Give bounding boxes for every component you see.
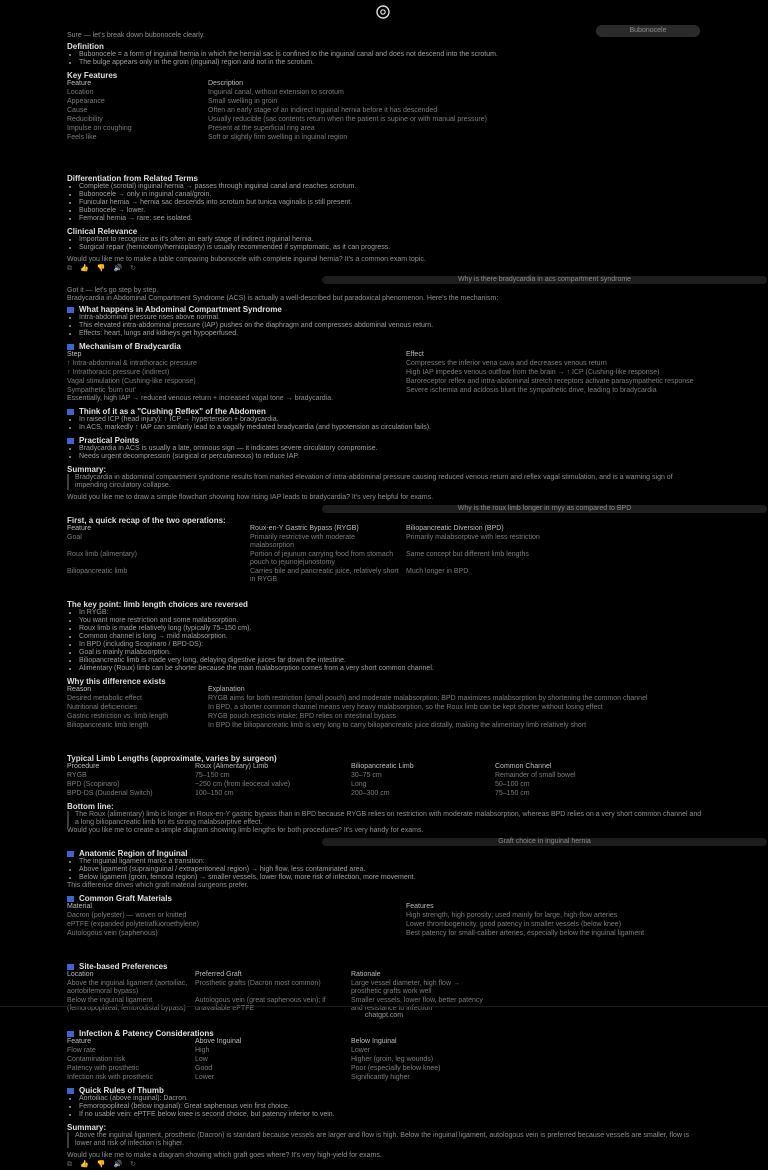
table-cell: Cause	[67, 107, 88, 114]
table-cell: Location	[67, 89, 94, 96]
bypass-why-title: Why this difference exists	[67, 677, 166, 686]
table-cell: Best patency for small-caliber arteries, especially below the inguinal ligament	[406, 930, 645, 937]
table-cell: RYGB aims for both restriction (small pouch) and moderate malabsorption; BPD maximizes malabsorption by shortening the common channel	[208, 695, 648, 702]
diff-title: Differentiation from Related Terms	[67, 174, 198, 183]
copy-icon[interactable]: ⧉	[67, 265, 72, 272]
table-header: Biliopancreatic Diversion (BPD)	[406, 525, 504, 532]
brady-h1: What happens in Abdominal Compartment Syndrome	[67, 305, 703, 314]
table-header: Location	[67, 971, 94, 978]
table-cell: Long	[351, 781, 367, 788]
brady-h2: Mechanism of Bradycardia	[67, 342, 703, 351]
diff-list	[67, 183, 703, 223]
table-header: Effect	[406, 351, 424, 358]
table-cell: RYGB	[67, 772, 87, 779]
thumbs-up-icon[interactable]: 👍	[80, 1161, 89, 1168]
brady-list3	[67, 416, 703, 432]
table-cell: Above the inguinal ligament (aortoiliac, aortobifemoral bypass)	[67, 980, 188, 995]
table-cell: Patency with prosthetic	[67, 1065, 139, 1072]
clinical-title: Clinical Relevance	[67, 227, 138, 236]
table-cell: Compresses the inferior vena cava and decreases venous return	[406, 360, 607, 367]
typical-table	[67, 763, 703, 798]
table-cell: 200–300 cm	[351, 790, 390, 797]
graft-list5	[67, 1095, 703, 1119]
list-item: • Femoral hernia → rare; see isolated.	[79, 215, 703, 223]
table-header: Feature	[67, 525, 92, 532]
table-cell: Sympathetic 'burn out'	[67, 387, 136, 394]
table-cell: Primarily restrictive with moderate malabsorption	[250, 534, 356, 549]
list-item: • Femoropopliteal (below inguinal): Great saphenous vein first choice.	[79, 1103, 703, 1111]
thumbs-down-icon[interactable]: 👎	[96, 265, 106, 272]
brady-list1	[67, 314, 703, 338]
list-item: • Surgical repair (herniotomy/hernioplasty) is usually recommended if symptomatic, as it can progress.	[79, 244, 703, 252]
table-header: Material	[67, 903, 92, 910]
graft-note: This difference drives which graft material surgeons prefer.	[67, 882, 249, 889]
brady-intro: Got it — let's go step by step.	[67, 287, 159, 294]
thumbs-up-icon[interactable]: 👍	[80, 265, 89, 272]
number-badge-icon	[67, 409, 74, 415]
graft-tail: Would you like me to make a diagram showing which graft goes where? It's very high-yield for exams.	[67, 1152, 382, 1159]
list-item: • Needs urgent decompression (surgical or percutaneous) to reduce IAP.	[79, 453, 703, 461]
number-badge-icon	[67, 851, 74, 857]
bottom-title: Bottom line:	[67, 802, 114, 811]
table-cell: ePTFE (expanded polytetrafluoroethylene)	[67, 921, 199, 928]
table-header: Reason	[67, 686, 92, 693]
table-cell: High IAP impedes venous outflow from the brain → ↑ ICP (Cushing-like response)	[406, 369, 660, 376]
table-header: Below Inguinal	[351, 1038, 397, 1045]
list-item: • Bradycardia in ACS is usually a late, ominous sign — it indicates severe circulatory compromise.	[79, 445, 703, 453]
table-cell: 100–150 cm	[195, 790, 234, 797]
table-cell: High	[195, 1047, 210, 1054]
table-cell: Carries bile and pancreatic juice, relatively short in RYGB	[250, 568, 399, 583]
number-badge-icon	[67, 1088, 74, 1094]
table-header: Above Inguinal	[195, 1038, 242, 1045]
brady-h4: Practical Points	[67, 436, 703, 445]
table-cell: Poor (especially below knee)	[351, 1065, 441, 1072]
table-cell: Same concept but different limb lengths	[406, 551, 529, 558]
table-header: Preferred Graft	[195, 971, 242, 978]
table-cell: Gastric restriction vs. limb length	[67, 713, 169, 720]
bypass-key-title: The key point: limb length choices are reversed	[67, 600, 248, 609]
table-cell: Usually reducible (sac contents return when the patient is supine or with manual pressure)	[208, 116, 487, 123]
definition-item: • Bubonocele = a form of inguinal hernia in which the hernial sac is confined to the inguinal canal and does not descend into the scrotum.	[79, 51, 703, 59]
list-item: • Bubonocele → only in inguinal canal/groin.	[79, 191, 703, 199]
table-cell: Inguinal canal, without extension to scrotum	[208, 89, 344, 96]
table-cell: Reducibility	[67, 116, 103, 123]
ip-table	[67, 1038, 703, 1082]
chat-content	[67, 32, 703, 1170]
table-cell: Good	[195, 1065, 213, 1072]
brady-essential: Essentially, high IAP → reduced venous return + increased vagal tone → bradycardia.	[67, 395, 334, 402]
clinical-tail: Would you like me to make a table comparing bubonocele with complete inguinal hernia? It's a common exam topic.	[67, 256, 426, 263]
table-header: Step	[67, 351, 82, 358]
table-cell	[250, 369, 400, 377]
table-cell: Biliopancreatic limb length	[67, 722, 149, 729]
typical-title: Typical Limb Lengths (approximate, varies by surgeon)	[67, 754, 277, 763]
speaker-icon[interactable]: 🔊	[113, 265, 123, 272]
table-cell: Significantly higher	[351, 1074, 410, 1081]
intro-text: Sure — let's break down bubonocele clearly.	[67, 32, 205, 39]
graft-summary-title: Summary:	[67, 1123, 107, 1132]
table-cell: Autologous vein (saphenous)	[67, 930, 158, 937]
list-item: • Alimentary (Roux) limb can be shorter because the main malabsorption comes from a very short common channel.	[79, 665, 703, 673]
table-cell: Dacron (polyester) — woven or knitted	[67, 912, 187, 919]
table-cell: Prosthetic grafts (Dacron most common)	[195, 980, 321, 987]
list-item: • Effects: heart, lungs and kidneys get hypoperfused.	[79, 330, 703, 338]
copy-icon[interactable]: ⧉	[67, 1161, 72, 1168]
number-badge-icon	[67, 307, 74, 313]
table-cell: Much longer in BPD	[406, 568, 469, 575]
bypass-key-list	[67, 609, 703, 673]
list-item: • Above ligament (suprainguinal / extraperitoneal region) → high flow, less contaminated area.	[79, 866, 703, 874]
table-cell: Small swelling in groin	[208, 98, 278, 105]
table-cell: Appearance	[67, 98, 105, 105]
table-cell: Lower	[195, 1074, 215, 1081]
brady-list4	[67, 445, 703, 461]
table-cell: Present at the superficial ring area	[208, 125, 315, 132]
user-message-roux[interactable]: Why is the roux limb longer in rnyy as compared to BPD	[322, 505, 767, 513]
table-cell: In BPD the biliopancreatic limb is very long to carry biliopancreatic juice distally, making the alimentary limb relatively short	[208, 722, 587, 729]
table-cell: Soft or slightly firm swelling in inguinal region	[208, 134, 348, 141]
graft-h4: Infection & Patency Considerations	[67, 1029, 703, 1038]
table-cell: Portion of jejunum carrying food from stomach pouch to jejunojejunostomy	[250, 551, 394, 566]
table-cell: ↑ Intra-abdominal & intrathoracic pressure	[67, 360, 197, 367]
number-badge-icon	[67, 896, 74, 902]
table-header: Procedure	[67, 763, 100, 770]
table-cell: Severe ischemia and acidosis blunt the sympathetic drive, leading to bradycardia	[406, 387, 657, 394]
table-header: Feature	[67, 80, 92, 87]
definition-list	[67, 51, 703, 67]
table-cell: 30–75 cm	[351, 772, 382, 779]
graft-table	[67, 903, 703, 938]
table-cell: Remainder of small bowel	[495, 772, 576, 779]
table-cell	[250, 387, 400, 395]
table-header: Rationale	[351, 971, 381, 978]
table-cell: BPD (Scopinaro)	[67, 781, 120, 788]
list-item: • Biliopancreatic limb is made very long, delaying digestive juices far down the intestine.	[79, 657, 703, 665]
list-item: • Important to recognize as it's often an early stage of indirect inguinal hernia.	[79, 236, 703, 244]
table-cell: Flow rate	[67, 1047, 96, 1054]
bottom-line: The Roux (alimentary) limb is longer in Roux-en-Y gastric bypass than in BPD because RYGB relies on restriction with moderate malabsorption, whereas BPD relies on a very short common channel and a long biliopancreatic limb for its strong malabsorptive effect.	[67, 811, 703, 827]
graft-h2: Common Graft Materials	[67, 894, 703, 903]
table-cell: 75–150 cm	[495, 790, 530, 797]
thumbs-down-icon[interactable]: 👎	[96, 1161, 106, 1168]
table-cell: Impulse on coughing	[67, 125, 132, 132]
table-cell: Baroreceptor reflex and intra-abdominal stretch receptors activate parasympathetic response	[406, 378, 694, 385]
list-item: • Roux limb is made relatively long (typically 75–150 cm).	[79, 625, 703, 633]
definition-item: • The bulge appears only in the groin (inguinal) region and not in the scrotum.	[79, 59, 703, 67]
clinical-list	[67, 236, 703, 252]
table-header: Features	[406, 903, 434, 910]
graft-summary: Above the inguinal ligament, prosthetic (Dacron) is standard because vessels are larger and flow is high. Below the inguinal ligament, autologous vein is preferred because vessels are smaller, flow is lower and risk of infection is higher.	[67, 1132, 703, 1148]
table-header: Common Channel	[495, 763, 552, 770]
table-cell: Nutritional deficiencies	[67, 704, 138, 711]
bottom-tail: Would you like me to create a simple diagram showing limb lengths for both procedures? It's very handy for exams.	[67, 827, 424, 834]
table-header: Explanation	[208, 686, 245, 693]
list-item: • This elevated intra-abdominal pressure (IAP) pushes on the diaphragm and compresses abdominal venous return.	[79, 322, 703, 330]
list-item: • Bubonocele → lower.	[79, 207, 703, 215]
list-item: • Complete (scrotal) inguinal hernia → passes through inguinal canal and reaches scrotum.	[79, 183, 703, 191]
list-item: • In BPD (including Scopinaro / BPD-DS):	[79, 641, 703, 649]
table-header: Roux-en-Y Gastric Bypass (RYGB)	[250, 525, 359, 532]
openai-logo	[360, 5, 406, 19]
table-cell: RYGB pouch restricts intake; BPD relies on intestinal bypass	[208, 713, 397, 720]
list-item: • Below ligament (groin, femoral region) → smaller vessels, lower flow, more risk of infection, more movement.	[79, 874, 703, 882]
brady-tail: Would you like me to draw a simple flowchart showing how rising IAP leads to bradycardia? It's very helpful for exams.	[67, 494, 434, 501]
footer-url: chatgpt.com	[364, 1012, 404, 1019]
table-cell: Higher (groin, leg wounds)	[351, 1056, 434, 1063]
table-cell: Contamination risk	[67, 1056, 125, 1063]
brady-summary: Bradycardia in abdominal compartment syndrome results from marked elevation of intra-abdominal pressure causing reduced venous return and reflex vagal stimulation, and is a warning sign of impending circulatory collapse.	[67, 474, 703, 490]
speaker-icon[interactable]: 🔊	[113, 1161, 123, 1168]
list-item: • If no usable vein: ePTFE below knee is second choice, but patency inferior to vein.	[79, 1111, 703, 1119]
table-cell: ↑ Intrathoracic pressure (indirect)	[67, 369, 170, 376]
list-item: • In RYGB:	[79, 609, 703, 617]
list-item: • Common channel is long → mild malabsorption.	[79, 633, 703, 641]
table-cell: High strength, high porosity; used mainly for large, high-flow arteries	[406, 912, 618, 919]
table-cell: 75–150 cm	[195, 772, 230, 779]
table-cell: Lower thrombogenicity, good patency in smaller vessels (below knee)	[406, 921, 622, 928]
graft-h3: Site-based Preferences	[67, 962, 703, 971]
table-cell: Smaller vessels, lower flow, better patency and resistance to infection	[351, 997, 483, 1012]
table-header: Biliopancreatic Limb	[351, 763, 414, 770]
table-cell: Often an early stage of an indirect inguinal hernia before it has descended	[208, 107, 438, 114]
table-header: Description	[208, 80, 244, 87]
table-cell	[250, 360, 400, 368]
graft-h1: Anatomic Region of Inguinal	[67, 849, 703, 858]
list-item: • Aortoiliac (above inguinal): Dacron.	[79, 1095, 703, 1103]
table-header	[250, 351, 400, 359]
table-cell: Lower	[351, 1047, 371, 1054]
message-actions	[67, 265, 703, 273]
regenerate-icon[interactable]: ↻	[130, 265, 137, 272]
table-cell: Goal	[67, 534, 82, 541]
table-cell: Biliopancreatic limb	[67, 568, 128, 575]
bypass-intro: First, a quick recap of the two operations:	[67, 516, 226, 525]
table-cell: Large vessel diameter, high flow → prosthetic grafts work well	[351, 980, 460, 995]
number-badge-icon	[67, 1031, 74, 1037]
number-badge-icon	[67, 344, 74, 350]
bypass-table	[67, 525, 703, 584]
table-cell: Low	[195, 1056, 208, 1063]
message-actions	[67, 1161, 703, 1169]
key-features-title: Key Features	[67, 71, 118, 80]
table-cell: In BPD, a shorter common channel means very heavy malabsorption, so the Roux limb can be kept shorter without losing effect	[208, 704, 603, 711]
list-item: • In raised ICP (head injury): ↑ ICP → hypertension + bradycardia.	[79, 416, 703, 424]
brady-h3: Think of it as a "Cushing Reflex" of the Abdomen	[67, 407, 703, 416]
table-cell: Desired metabolic effect	[67, 695, 142, 702]
bypass-why-table	[67, 686, 703, 730]
graft-h5: Quick Rules of Thumb	[67, 1086, 703, 1095]
user-message-chip[interactable]: Bubonocele	[596, 25, 700, 37]
table-cell: Vagal stimulation (Cushing-like response)	[67, 378, 196, 385]
table-cell	[250, 378, 400, 386]
table-cell: ~250 cm (from ileocecal valve)	[195, 781, 291, 788]
list-item: • Goal is mainly malabsorption.	[79, 649, 703, 657]
key-features-table	[67, 80, 703, 142]
footer-bar	[0, 1006, 768, 1025]
graft-list1	[67, 858, 703, 882]
table-cell: Feels like	[67, 134, 97, 141]
table-header: Feature	[67, 1038, 92, 1045]
list-item: • You want more restriction and some malabsorption.	[79, 617, 703, 625]
number-badge-icon	[67, 964, 74, 970]
user-message-graft[interactable]: Graft choice in inguinal hernia	[322, 838, 767, 846]
brady-table	[67, 351, 703, 395]
list-item: • Intra-abdominal pressure rises above normal.	[79, 314, 703, 322]
table-cell: 50–100 cm	[495, 781, 530, 788]
table-cell: Roux limb (alimentary)	[67, 551, 138, 558]
table-header: Roux (Alimentary) Limb	[195, 763, 269, 770]
regenerate-icon[interactable]: ↻	[130, 1161, 137, 1168]
definition-title: Definition	[67, 42, 104, 51]
table-cell: Infection risk with prosthetic	[67, 1074, 153, 1081]
table-cell: Below the inguinal ligament (femoropopliteal, femorodistal bypass)	[67, 997, 186, 1012]
user-message-bradycardia[interactable]: Why is there bradycardia in acs compartment syndrome	[322, 276, 767, 284]
list-item: • In ACS, markedly ↑ IAP can similarly lead to a vagally mediated bradycardia (and hypotension as circulation fails).	[79, 424, 703, 432]
table-cell: Primarily malabsorptive with less restriction	[406, 534, 540, 541]
table-cell: Autologous vein (great saphenous vein); if unavailable ePTFE	[195, 997, 326, 1012]
brady-summary-title: Summary:	[67, 465, 107, 474]
list-item: • The inguinal ligament marks a transition:	[79, 858, 703, 866]
list-item: • Funicular hernia → hernia sac descends into scrotum but tunica vaginalis is still present.	[79, 199, 703, 207]
table-cell: BPD-DS (Duodenal Switch)	[67, 790, 153, 797]
number-badge-icon	[67, 438, 74, 444]
brady-intro2: Bradycardia in Abdominal Compartment Syndrome (ACS) is actually a well-described but paradoxical phenomenon. Here's the mechanism:	[67, 295, 499, 302]
